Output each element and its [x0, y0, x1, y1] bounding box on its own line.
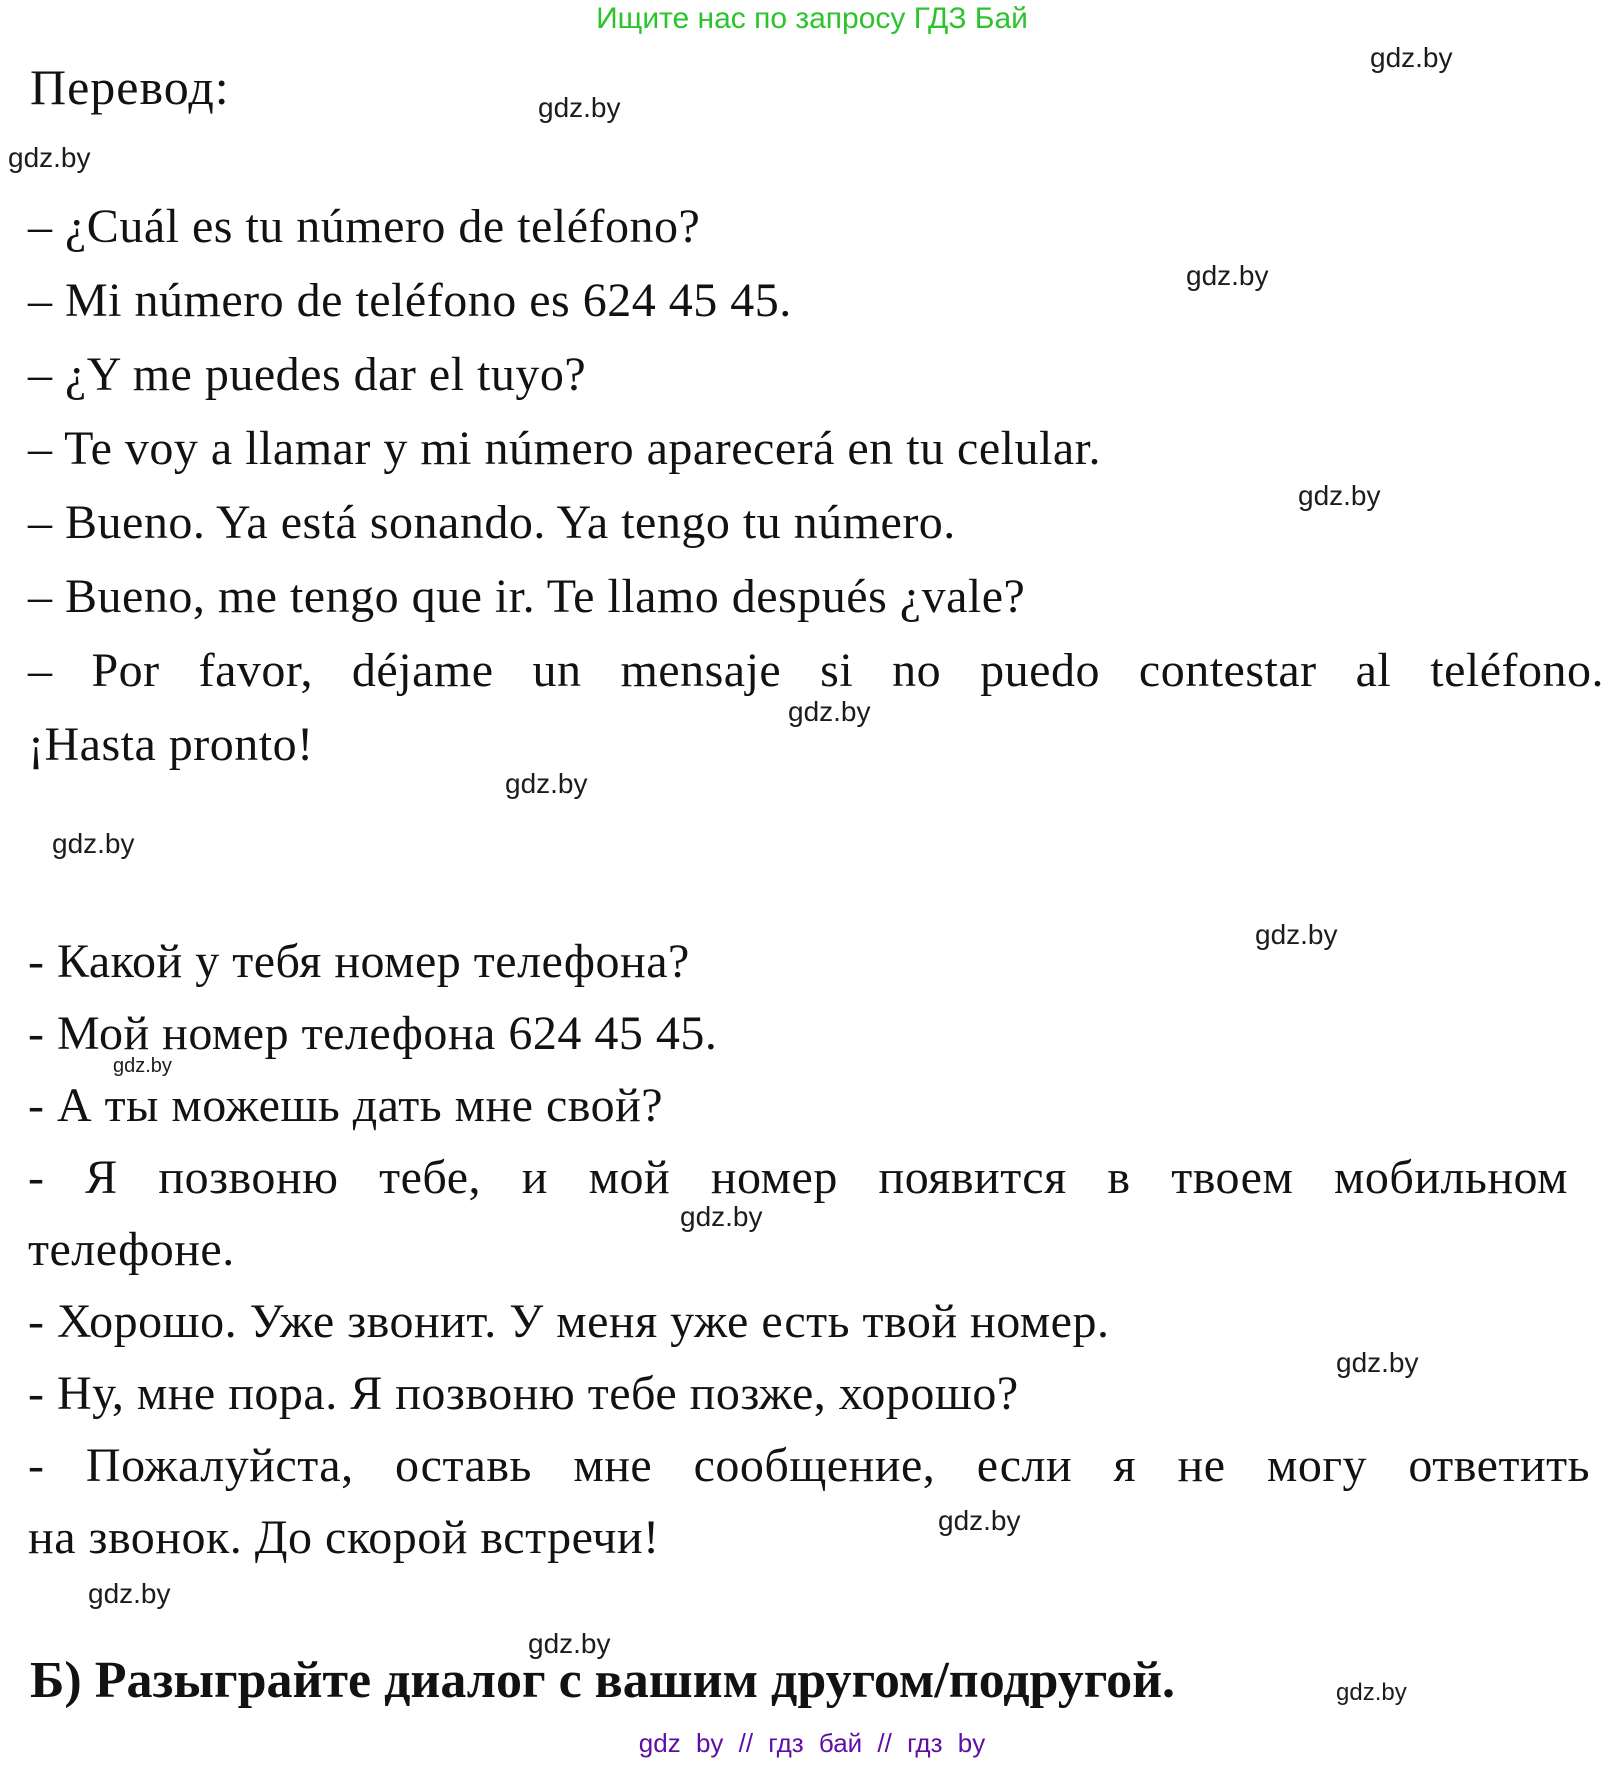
footer-links: gdz by // гдз бай // гдз by	[638, 1728, 986, 1758]
gdz-watermark: gdz.by	[1336, 1347, 1419, 1378]
gdz-watermark: gdz.by	[538, 92, 621, 123]
dialogue-line-ru: - Пожалуйста, оставь мне сообщение, если я не могу ответить	[28, 1439, 1590, 1492]
dialogue-line-ru: на звонок. До скорой встречи!	[28, 1511, 660, 1564]
dialogue-line-es: – ¿Cuál es tu número de teléfono?	[28, 200, 701, 253]
gdz-watermark: gdz.by	[8, 142, 91, 173]
dialogue-line-ru: - Хорошо. Уже звонит. У меня уже есть твой номер.	[28, 1295, 1110, 1348]
dialogue-line-ru: - Какой у тебя номер телефона?	[28, 935, 690, 988]
gdz-watermark: gdz.by	[938, 1505, 1021, 1536]
gdz-watermark: gdz.by	[113, 1055, 172, 1077]
dialogue-line-es: – Te voy a llamar y mi número aparecerá en tu celular.	[28, 422, 1101, 475]
dialogue-line-ru: - А ты можешь дать мне свой?	[28, 1079, 664, 1132]
dialogue-line-ru: телефоне.	[28, 1223, 235, 1276]
gdz-watermark: gdz.by	[1186, 260, 1269, 291]
gdz-watermark: gdz.by	[528, 1628, 611, 1659]
gdz-watermark: gdz.by	[88, 1578, 171, 1609]
dialogue-line-es: – Mi número de teléfono es 624 45 45.	[28, 274, 792, 327]
gdz-watermark: gdz.by	[1370, 42, 1453, 73]
gdz-watermark: gdz.by	[1255, 919, 1338, 950]
dialogue-line-ru: - Я позвоню тебе, и мой номер появится в твоем мобильном	[28, 1151, 1568, 1204]
gdz-watermark: gdz.by	[505, 768, 588, 799]
page-title: Перевод:	[30, 59, 230, 115]
task-b-heading: Б) Разыграйте диалог с вашим другом/подругой.	[30, 1652, 1176, 1709]
gdz-watermark: gdz.by	[680, 1201, 763, 1232]
dialogue-line-es: – ¿Y me puedes dar el tuyo?	[28, 348, 587, 401]
gdz-watermark: gdz.by	[788, 696, 871, 727]
promo-banner: Ищите нас по запросу ГДЗ Бай	[596, 2, 1028, 35]
gdz-watermark: gdz.by	[1298, 480, 1381, 511]
dialogue-line-es: – Bueno. Ya está sonando. Ya tengo tu número.	[28, 496, 956, 549]
dialogue-line-es: ¡Hasta pronto!	[28, 718, 314, 771]
gdz-watermark: gdz.by	[52, 828, 135, 859]
dialogue-line-ru: - Мой номер телефона 624 45 45.	[28, 1007, 718, 1060]
dialogue-line-es: – Bueno, me tengo que ir. Te llamo después ¿vale?	[28, 570, 1026, 623]
dialogue-line-es: – Por favor, déjame un mensaje si no puedo contestar al teléfono.	[28, 644, 1604, 697]
gdz-watermark: gdz.by	[1336, 1679, 1407, 1706]
dialogue-line-ru: - Ну, мне пора. Я позвоню тебе позже, хорошо?	[28, 1367, 1019, 1420]
